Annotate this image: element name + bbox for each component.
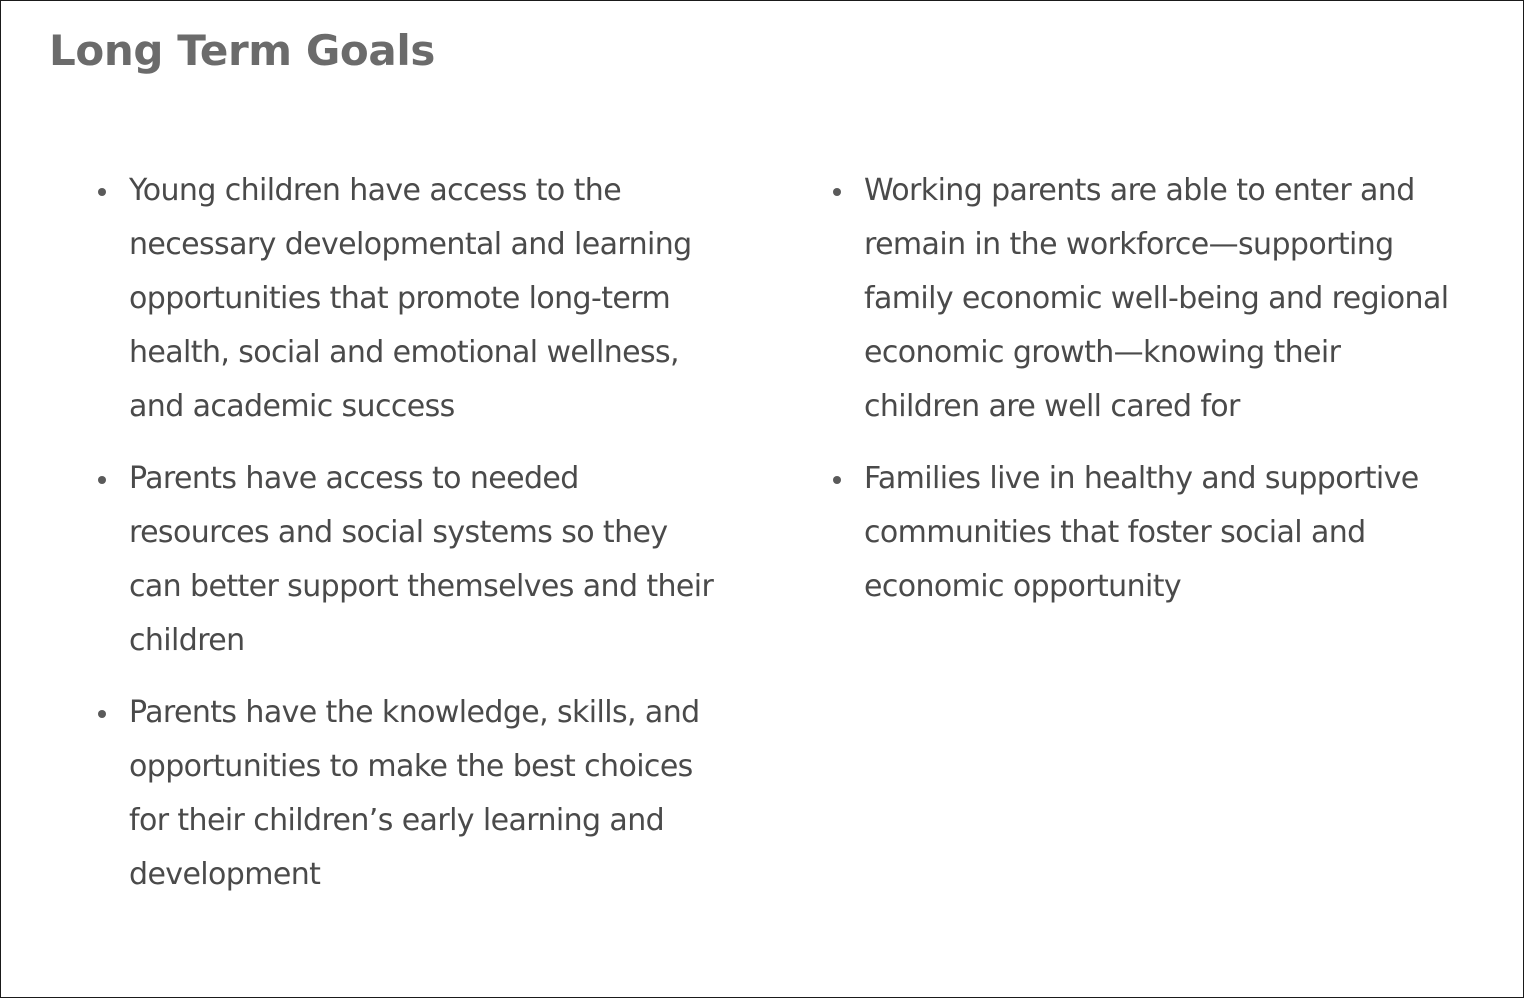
list-item <box>129 452 719 668</box>
bullet-dot-icon <box>833 476 841 484</box>
goal-text: Parents have the knowledge, skills, and opportunities to make the best choices for their children’s early learning and development <box>129 695 700 892</box>
list-item <box>129 686 719 902</box>
list-item <box>864 164 1464 434</box>
bullet-dot-icon <box>98 476 106 484</box>
page-title: Long Term Goals <box>49 26 435 75</box>
goals-list-right <box>864 164 1464 632</box>
bullet-dot-icon <box>833 188 841 196</box>
goals-list-left <box>129 164 719 920</box>
bullet-dot-icon <box>98 188 106 196</box>
goal-text: Families live in healthy and supportive communities that foster social and economic opportunity <box>864 461 1419 604</box>
goal-text: Working parents are able to enter and remain in the workforce—supporting family economic well-being and regional economic growth—knowing their children are well cared for <box>864 173 1449 424</box>
list-item <box>129 164 719 434</box>
bullet-dot-icon <box>98 710 106 718</box>
goal-text: Parents have access to needed resources and social systems so they can better support themselves and their children <box>129 461 714 658</box>
goal-text: Young children have access to the necessary developmental and learning opportunities that promote long-term health, social and emotional wellness, and academic success <box>129 173 692 424</box>
list-item <box>864 452 1464 614</box>
